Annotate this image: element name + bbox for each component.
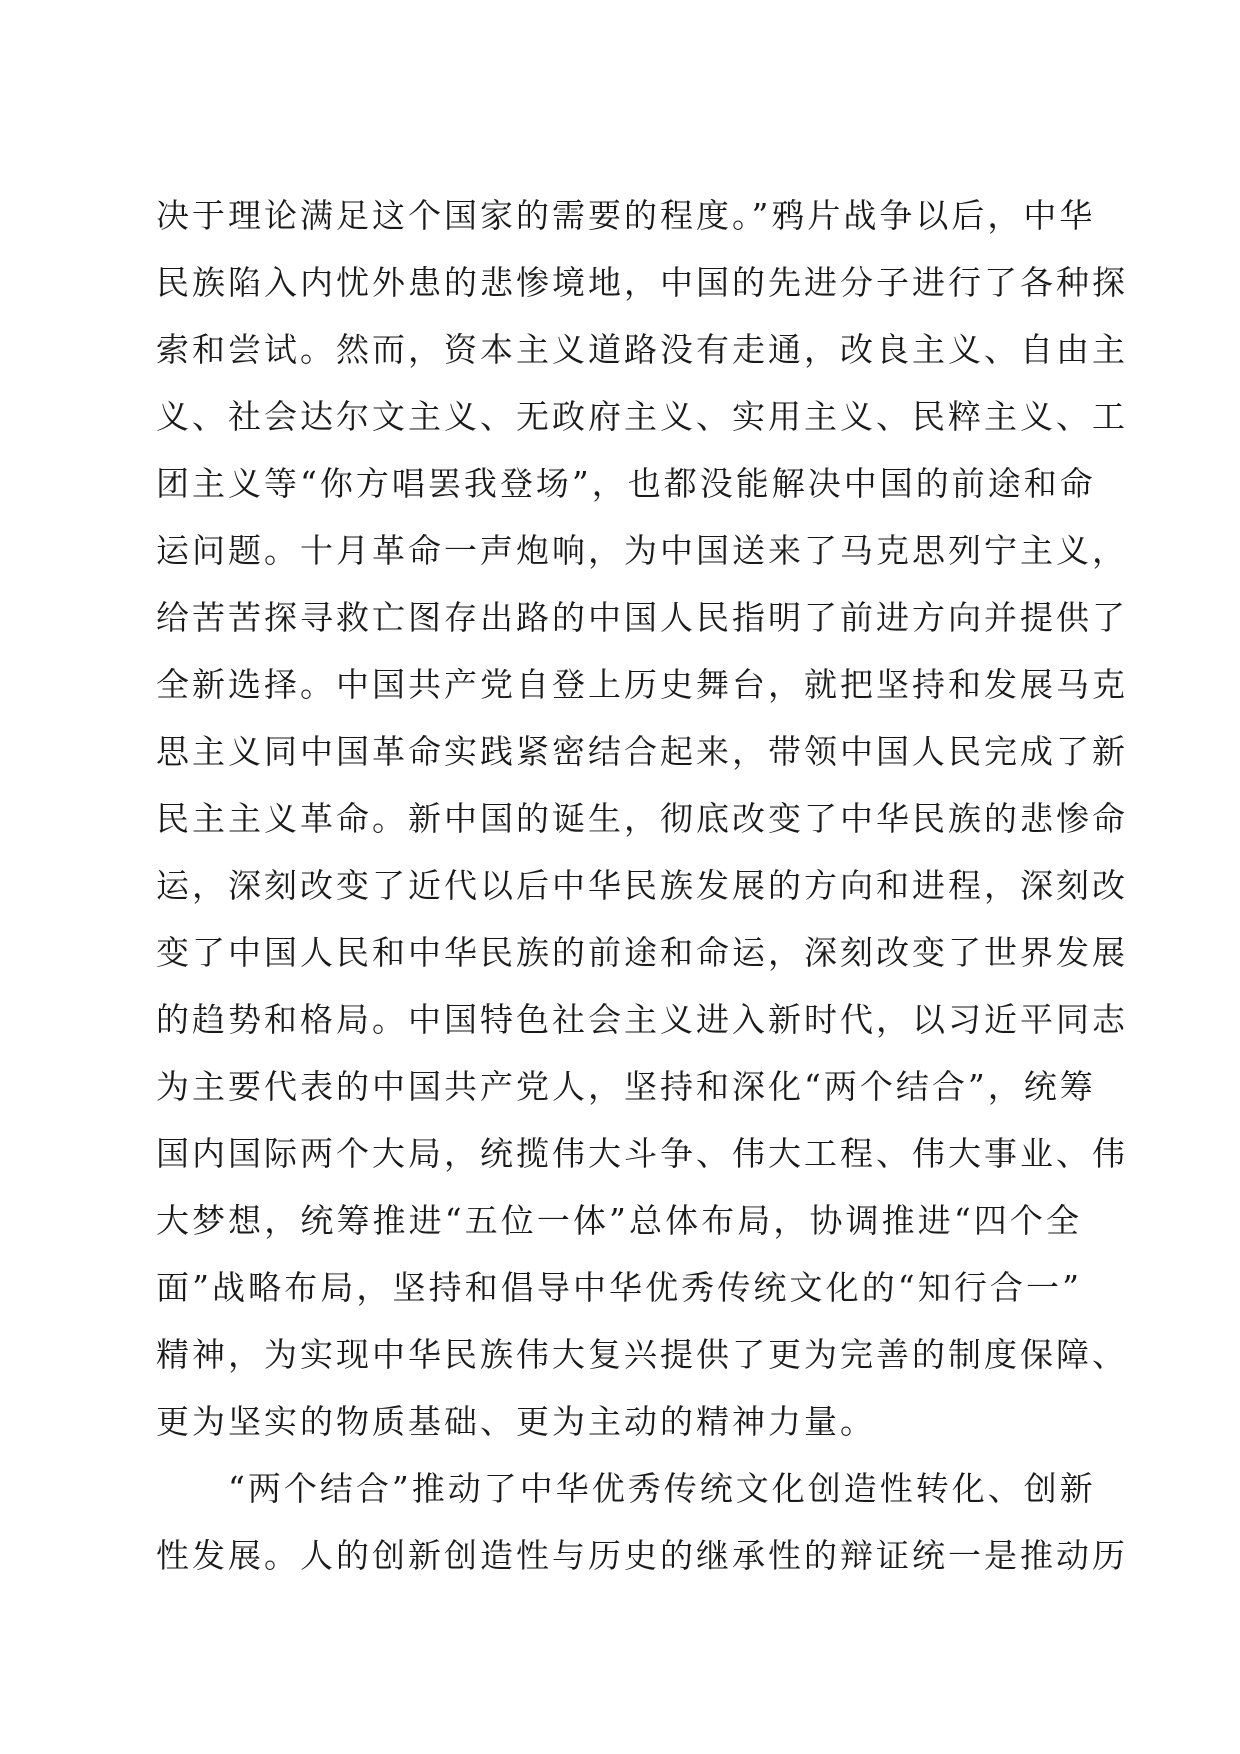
text-line: 全新选择。中国共产党自登上历史舞台，就把坚持和发展马克 [156,665,1128,704]
text-line: 运，深刻改变了近代以后中华民族发展的方向和进程，深刻改 [156,866,1128,905]
text-line: “两个结合”推动了中华优秀传统文化创造性转化、创新 [228,1469,1096,1508]
text-line: 给苦苦探寻救亡图存出路的中国人民指明了前进方向并提供了 [156,598,1128,637]
text-line: 义、社会达尔文主义、无政府主义、实用主义、民粹主义、工 [156,397,1128,436]
text-line: 决于理论满足这个国家的需要的程度。”鸦片战争以后，中华 [156,196,1096,235]
text-line: 的趋势和格局。中国特色社会主义进入新时代，以习近平同志 [156,1000,1128,1039]
text-line: 民族陷入内忧外患的悲惨境地，中国的先进分子进行了各种探 [156,263,1128,302]
body-text [156,182,1128,1589]
text-line: 性发展。人的创新创造性与历史的继承性的辩证统一是推动历 [156,1536,1128,1575]
text-line: 民主主义革命。新中国的诞生，彻底改变了中华民族的悲惨命 [156,799,1128,838]
text-line: 索和尝试。然而，资本主义道路没有走通，改良主义、自由主 [156,330,1128,369]
text-line: 团主义等“你方唱罢我登场”，也都没能解决中国的前途和命 [156,464,1096,503]
text-line: 思主义同中国革命实践紧密结合起来，带领中国人民完成了新 [156,732,1128,771]
text-line: 面”战略布局，坚持和倡导中华优秀传统文化的“知行合一” [156,1268,1082,1307]
text-line: 国内国际两个大局，统揽伟大斗争、伟大工程、伟大事业、伟 [156,1134,1128,1173]
text-line: 大梦想，统筹推进“五位一体”总体布局，协调推进“四个全 [156,1201,1082,1240]
text-line: 运问题。十月革命一声炮响，为中国送来了马克思列宁主义， [156,531,1128,570]
paragraph-2 [156,1455,1128,1589]
text-line: 精神，为实现中华民族伟大复兴提供了更为完善的制度保障、 [156,1335,1128,1374]
text-line: 为主要代表的中国共产党人，坚持和深化“两个结合”，统筹 [156,1067,1096,1106]
text-line: 变了中国人民和中华民族的前途和命运，深刻改变了世界发展 [156,933,1128,972]
text-line: 更为坚实的物质基础、更为主动的精神力量。 [156,1402,876,1441]
paragraph-1 [156,182,1128,1455]
